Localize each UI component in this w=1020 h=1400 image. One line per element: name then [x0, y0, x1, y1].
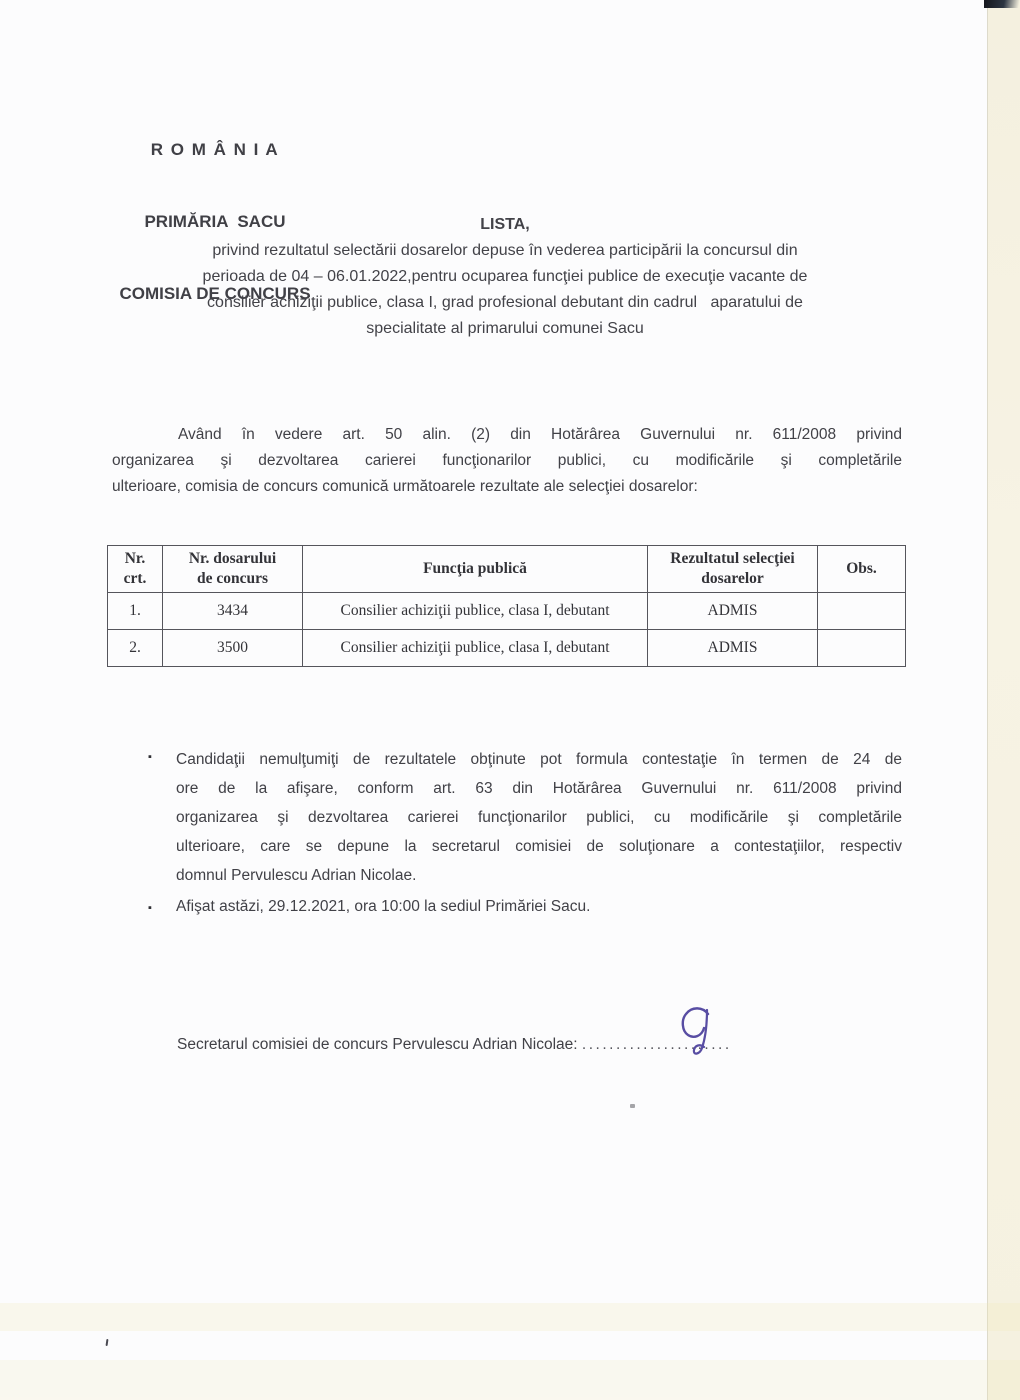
- table-header-functia: Funcţia publică: [303, 546, 648, 593]
- bullet-square-icon: ▪: [148, 751, 152, 763]
- document-title-block: [110, 212, 900, 342]
- handwritten-signature: [680, 1006, 718, 1058]
- cell-functia: Consilier achiziţii publice, clasa I, debutant: [303, 593, 648, 630]
- table-header-rezultat: [648, 546, 818, 593]
- table-header-row: [108, 546, 906, 593]
- cell-nr-crt: 1.: [108, 593, 163, 630]
- cell-nr-dosar: 3434: [163, 593, 303, 630]
- header-text: crt.: [123, 570, 147, 587]
- header-text: Rezultatul selecţiei: [670, 550, 795, 567]
- bullet-line: ulterioare, care se depune la secretarul comisiei de soluţionare a contestaţiilor, respectiv: [176, 838, 902, 855]
- cell-obs: [818, 593, 906, 630]
- scanner-edge-strip: [987, 0, 1020, 1400]
- title-line: consilier achiziţii publice, clasa I, grad profesional debutant din cadrul aparatului de: [207, 294, 803, 311]
- bullet-line: Candidaţii nemulţumiţi de rezultatele obţinute pot formula contestaţie în termen de 24 de: [176, 751, 902, 768]
- scan-discoloration-band: [0, 1360, 1020, 1400]
- scan-corner-shadow: [984, 0, 1020, 8]
- document-title: LISTA,: [480, 216, 530, 233]
- table-row: [108, 593, 906, 630]
- cell-nr-dosar: 3500: [163, 630, 303, 667]
- cell-nr-crt: 2.: [108, 630, 163, 667]
- header-text: Nr.: [124, 550, 146, 567]
- results-table: [107, 545, 906, 667]
- bullet-contestation: [148, 745, 902, 890]
- table-header-nr-crt: [108, 546, 163, 593]
- cell-functia: Consilier achiziţii publice, clasa I, debutant: [303, 630, 648, 667]
- bullet-square-icon: ▪: [148, 902, 152, 914]
- table-header-obs: Obs.: [818, 546, 906, 593]
- cell-obs: [818, 630, 906, 667]
- intro-line: organizarea şi dezvoltarea carierei funcţionarilor publici, cu modificările şi completările: [112, 452, 902, 469]
- scan-speck: [630, 1104, 635, 1108]
- table-header-nr-dosar: [163, 546, 303, 593]
- bullet-line: organizarea şi dezvoltarea carierei funcţionarilor publici, cu modificările şi completările: [176, 809, 902, 826]
- signature-dotted-line: ......................: [581, 1036, 732, 1053]
- header-text: dosarelor: [701, 570, 764, 587]
- bullet-text: Afişat astăzi, 29.12.2021, ora 10:00 la sediul Primăriei Sacu.: [176, 898, 591, 915]
- bullet-line: domnul Pervulescu Adrian Nicolae.: [176, 867, 417, 884]
- scan-discoloration-band: [0, 1303, 1020, 1331]
- letterhead-institution: PRIMĂRIA SACU: [144, 212, 286, 231]
- intro-line: ulterioare, comisia de concurs comunică următoarele rezultate ale selecţiei dosarelor:: [112, 478, 698, 495]
- letterhead-country: R O M Â N I A: [150, 140, 280, 159]
- title-line: privind rezultatul selectării dosarelor depuse în vederea participării la concursul din: [212, 242, 798, 259]
- table-row: [108, 630, 906, 667]
- intro-paragraph: [112, 422, 902, 500]
- intro-line: Având în vedere art. 50 alin. (2) din Hotărârea Guvernului nr. 611/2008 privind: [178, 426, 902, 443]
- bullet-posted-date: [148, 896, 902, 918]
- signature-label: Secretarul comisiei de concurs Pervulescu Adrian Nicolae:: [177, 1036, 578, 1053]
- letterhead-committee: COMISIA DE CONCURS: [119, 284, 311, 303]
- cell-rezultat: ADMIS: [648, 630, 818, 667]
- scan-speck: [106, 1339, 109, 1346]
- signature-line: [177, 1036, 732, 1054]
- header-text: Nr. dosarului: [188, 550, 277, 567]
- header-text: de concurs: [196, 570, 269, 587]
- title-line: specialitate al primarului comunei Sacu: [366, 320, 644, 337]
- title-line: perioada de 04 – 06.01.2022,pentru ocuparea funcţiei publice de execuţie vacante de: [202, 268, 808, 285]
- cell-rezultat: ADMIS: [648, 593, 818, 630]
- bullet-line: ore de la afişare, conform art. 63 din Hotărârea Guvernului nr. 611/2008 privind: [176, 780, 902, 797]
